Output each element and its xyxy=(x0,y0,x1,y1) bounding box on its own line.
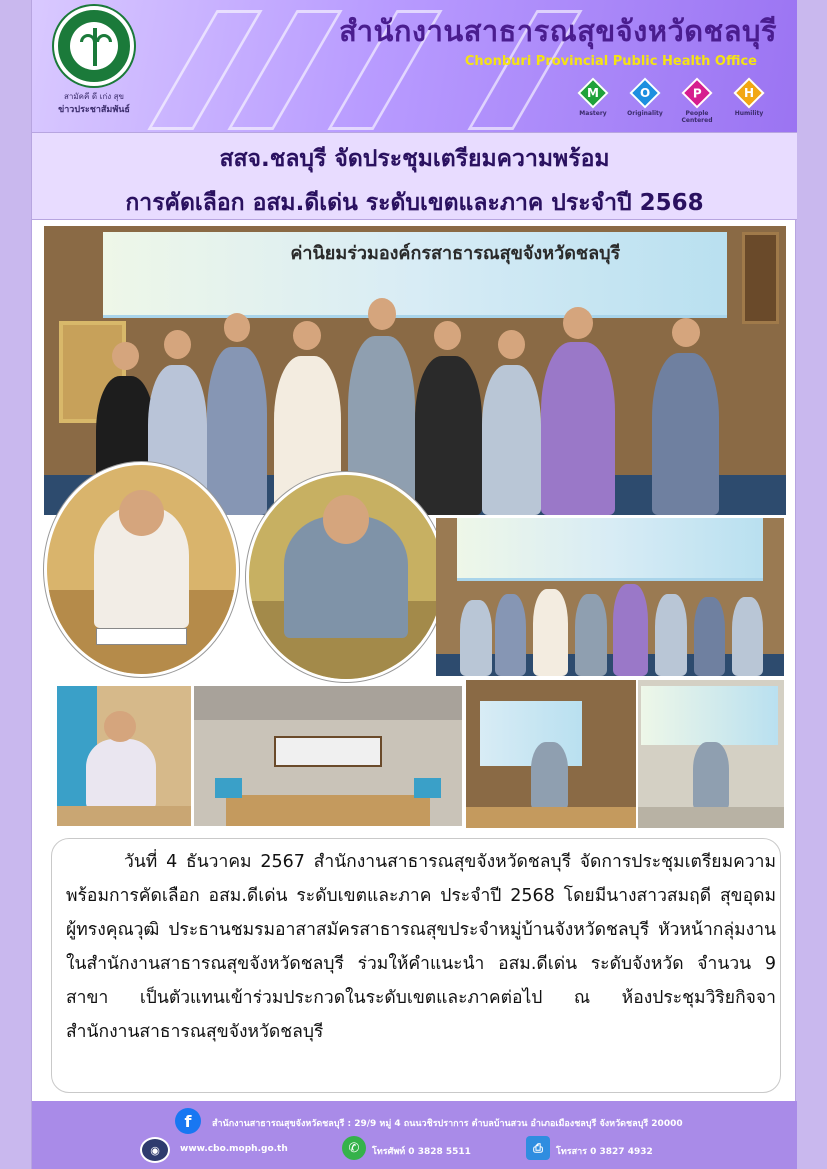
photo-banner: ค่านิยมร่วมองค์กรสาธารณสุขจังหวัดชลบุรี xyxy=(103,232,726,319)
header-band xyxy=(32,0,797,132)
diamond-icon: H xyxy=(733,77,764,108)
diamond-icon: M xyxy=(577,77,608,108)
article-body xyxy=(51,838,781,1093)
news-page xyxy=(31,0,796,1169)
portrait-frame xyxy=(742,232,779,324)
fax-icon: ⎙ xyxy=(526,1136,550,1160)
globe-icon: ◉ xyxy=(140,1137,170,1163)
circle-photo-speaker xyxy=(246,472,446,682)
logo-caption: ข่าวประชาสัมพันธ์ xyxy=(58,105,130,115)
second-group-photo xyxy=(436,518,784,676)
meeting-photo-4 xyxy=(638,680,784,828)
article-paragraph: วันที่ 4 ธันวาคม 2567 สำนักงานสาธารณสุขจังหวัดชลบุรี จัดการประชุมเตรียมความพร้อมการคัดเลือก อสม.ดีเด่น ระดับเขตและภาค ประจำปี 2568 โดยมีนางสาวสมฤดี สุขอุดม ผู้ทรงคุณวุฒิ ประธานชมรมอาสาสมัครสาธารณสุขประจำหมู่บ้านจังหวัดชลบุรี หัวหน้ากลุ่มงานในสำนักงานสาธารณสุขจังหวัดชลบุรี ร่วมให้คำแนะนำ อสม.ดีเด่น ระดับจังหวัด จำนวน 9 สาขา เป็นตัวแทนเข้าร่วมประกวดในระดับเขตและภาคต่อไป ณ ห้องประชุมวิริยกิจจา สำนักงานสาธารณสุขจังหวัดชลบุรี xyxy=(66,852,776,1042)
meeting-photo-2 xyxy=(194,686,462,826)
value-humility: H Humility xyxy=(723,82,775,117)
phone-icon: ✆ xyxy=(342,1136,366,1160)
moph-logo xyxy=(54,6,134,86)
diamond-icon: P xyxy=(681,77,712,108)
footer-fax: โทรสาร 0 3827 4932 xyxy=(556,1147,653,1157)
core-values xyxy=(567,82,777,122)
office-title-thai: สำนักงานสาธารณสุขจังหวัดชลบุรี xyxy=(339,14,777,48)
headline-line-1: สสจ.ชลบุรี จัดประชุมเตรียมความพร้อม xyxy=(219,146,610,172)
footer-address: สำนักงานสาธารณสุขจังหวัดชลบุรี : 29/9 หมู่ 4 ถนนวชิรปราการ ตำบลบ้านสวน อำเภอเมืองชลบุรี จังหวัดชลบุรี 20000 xyxy=(212,1119,683,1129)
value-originality: O Originality xyxy=(619,82,671,117)
footer-website[interactable]: www.cbo.moph.go.th xyxy=(180,1144,288,1154)
meeting-photo-3 xyxy=(466,680,636,828)
diamond-icon: O xyxy=(629,77,660,108)
headline-line-2: การคัดเลือก อสม.ดีเด่น ระดับเขตและภาค ประจำปี 2568 xyxy=(125,190,704,216)
facebook-icon[interactable]: f xyxy=(175,1108,201,1134)
value-mastery: M Mastery xyxy=(567,82,619,117)
value-people-centered: P People Centered xyxy=(671,82,723,124)
name-plate xyxy=(96,628,187,645)
meeting-photo-1 xyxy=(57,686,191,826)
circle-photo-chairwoman xyxy=(44,462,239,677)
office-title-english: Chonburi Provincial Public Health Office xyxy=(464,54,757,69)
logo-slogan: สามัคคี ดี เก่ง สุข xyxy=(63,92,124,101)
footer xyxy=(32,1101,797,1169)
footer-phone: โทรศัพท์ 0 3828 5511 xyxy=(372,1147,471,1157)
headline xyxy=(32,132,797,220)
